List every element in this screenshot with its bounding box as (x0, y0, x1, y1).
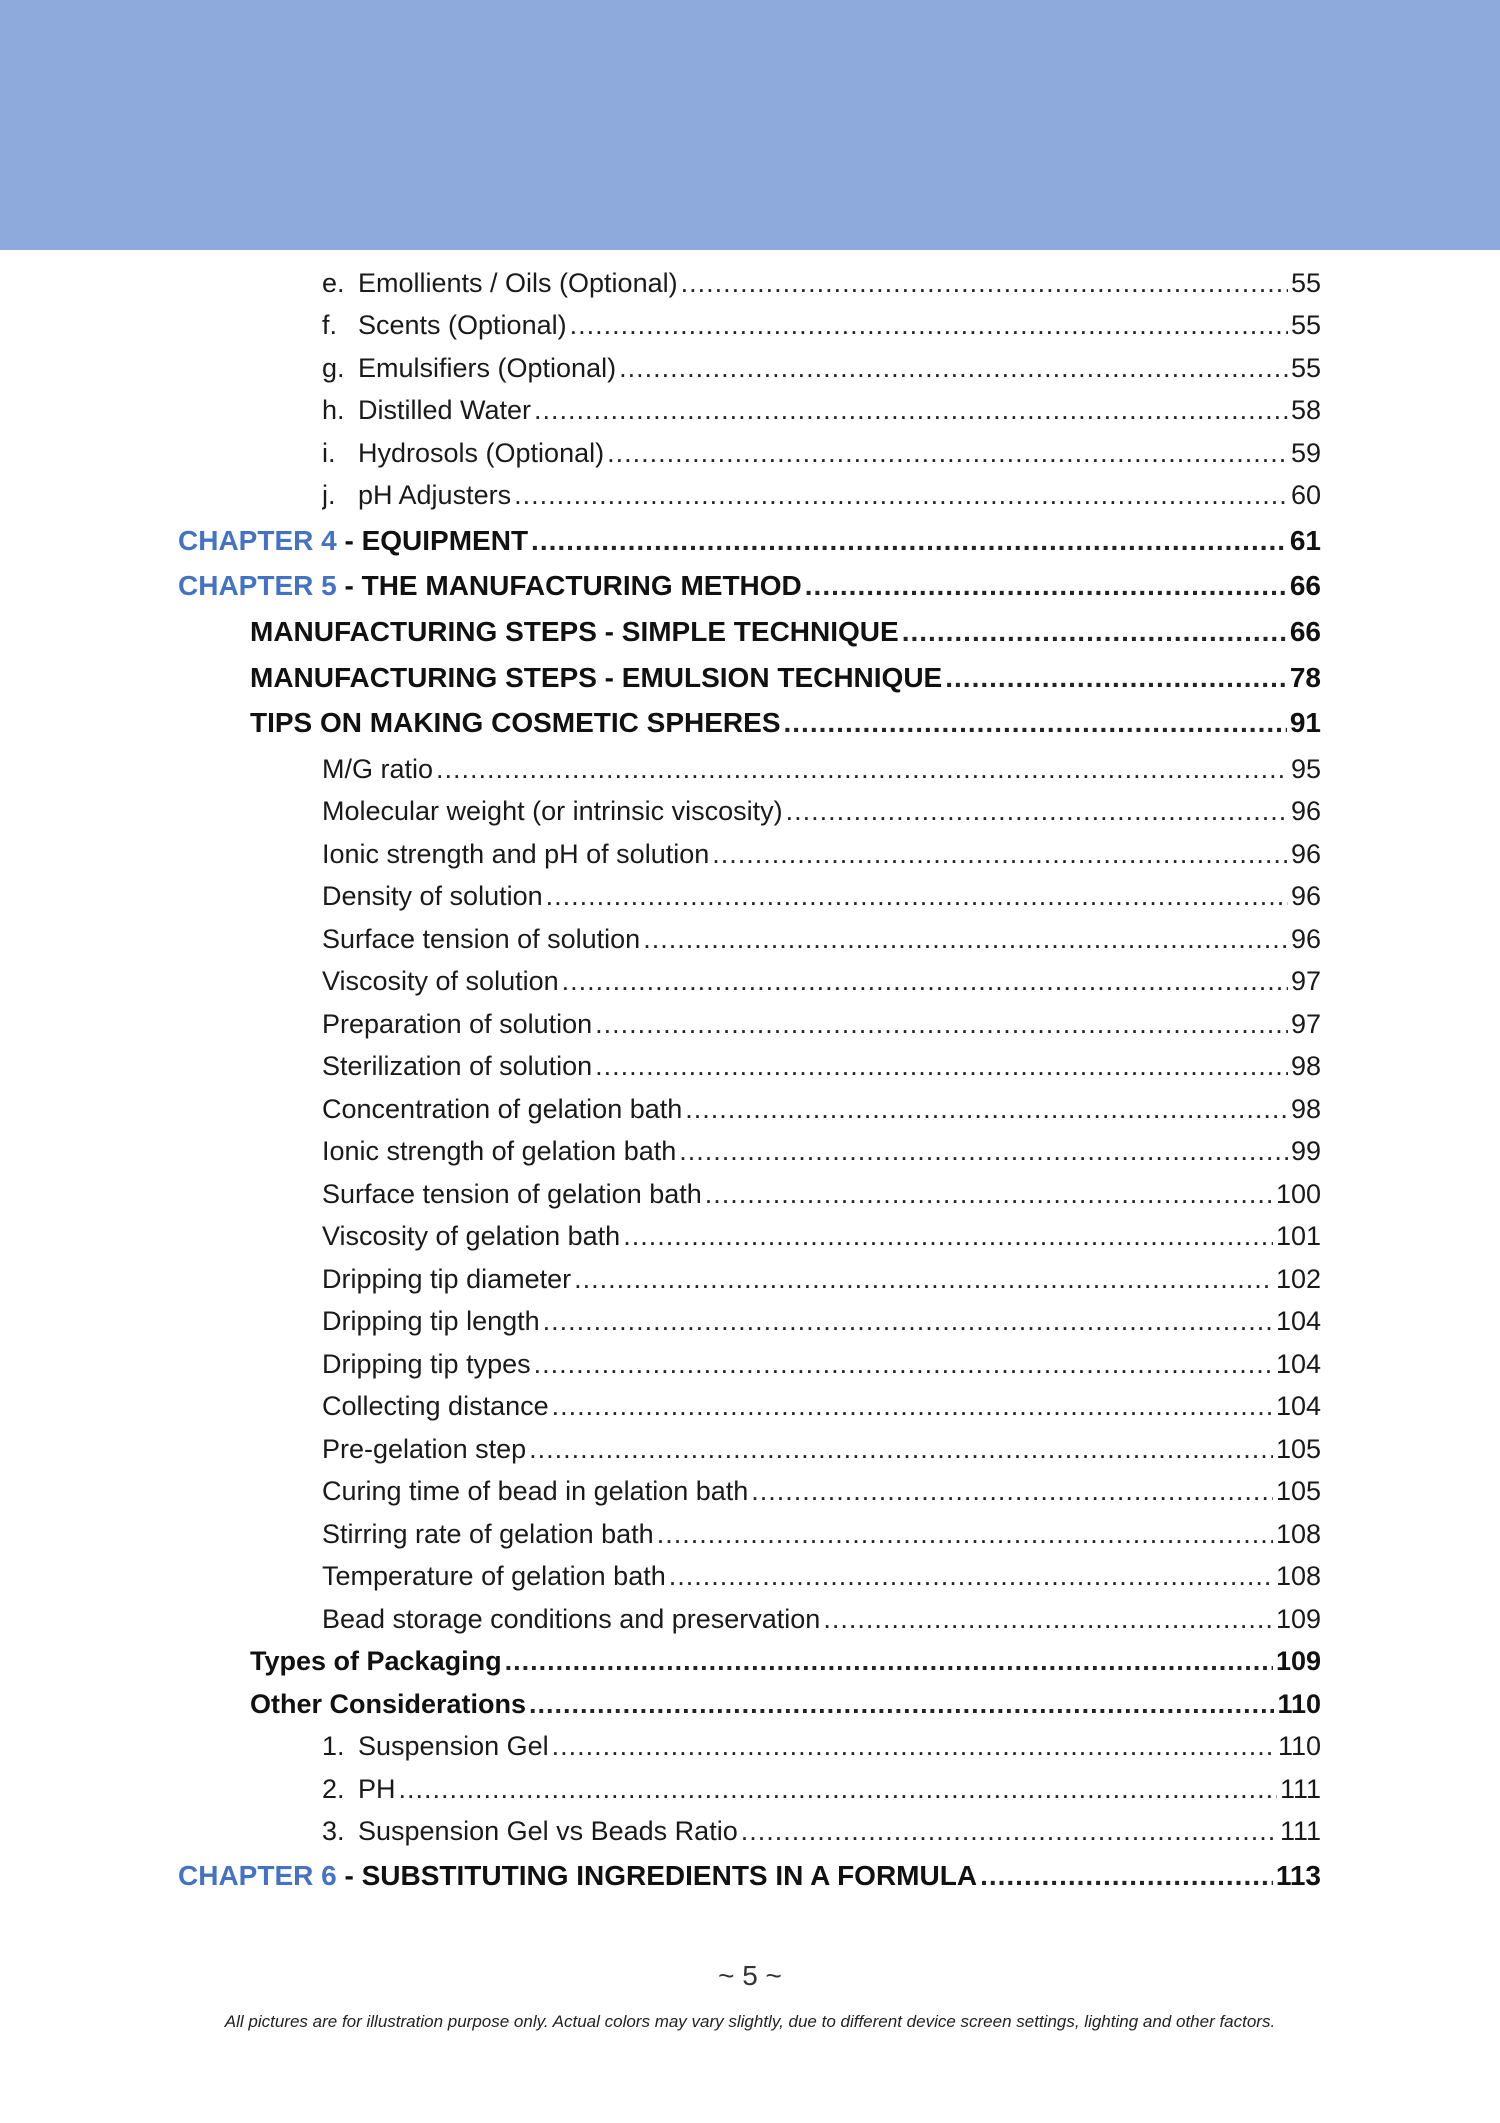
toc-entry-tip[interactable] (322, 839, 1321, 870)
dot-leader (595, 1009, 1288, 1040)
dot-leader (805, 570, 1287, 602)
toc-marker: 3. (322, 1816, 345, 1846)
toc-page-number: 98 (1290, 1051, 1321, 1081)
dot-leader (945, 662, 1287, 694)
dot-leader (902, 616, 1287, 648)
toc-marker: 1. (322, 1731, 345, 1761)
toc-page-number: 91 (1289, 707, 1321, 738)
dot-leader (980, 1860, 1273, 1892)
toc-label: Ionic strength of gelation bath (322, 1136, 677, 1166)
toc-page-number: 59 (1290, 438, 1321, 468)
toc-label: Scents (Optional) (358, 310, 567, 340)
toc-label: Molecular weight (or intrinsic viscosity) (322, 796, 783, 826)
toc-page-number: 104 (1275, 1349, 1321, 1379)
toc-label: Temperature of gelation bath (322, 1561, 666, 1591)
toc-page-number: 99 (1290, 1136, 1321, 1166)
toc-entry-chapter-4[interactable] (178, 525, 1321, 557)
toc-label: Density of solution (322, 881, 543, 911)
dot-leader (570, 310, 1288, 341)
toc-label: Surface tension of gelation bath (322, 1179, 702, 1209)
toc-entry-tip[interactable] (322, 1136, 1321, 1167)
toc-entry-tip[interactable] (322, 754, 1321, 785)
toc-label: PH (358, 1774, 396, 1804)
toc-label: Pre-gelation step (322, 1434, 527, 1464)
dot-leader (681, 268, 1288, 299)
dot-leader (669, 1561, 1273, 1592)
toc-label: Dripping tip diameter (322, 1264, 572, 1294)
toc-marker: f. (322, 310, 338, 340)
dot-leader (685, 1094, 1288, 1125)
toc-entry-simple-technique[interactable] (250, 616, 1321, 648)
toc-page-number: 55 (1290, 268, 1321, 298)
toc-page-number: 102 (1275, 1264, 1321, 1294)
dot-leader (546, 881, 1288, 912)
toc-page-number: 105 (1275, 1434, 1321, 1464)
toc-entry-ph-adjusters[interactable] (322, 480, 1321, 511)
toc-entry-tip[interactable] (322, 881, 1321, 912)
toc-page-number: 96 (1290, 881, 1321, 911)
dot-leader (657, 1519, 1273, 1550)
toc-page-number: 110 (1277, 1689, 1321, 1719)
toc-page-number: 101 (1275, 1221, 1321, 1251)
toc-entry-tip[interactable] (322, 1349, 1321, 1380)
dot-leader (562, 966, 1288, 997)
toc-page-number: 108 (1275, 1519, 1321, 1549)
chapter-title: - EQUIPMENT (336, 525, 529, 556)
header-band (0, 0, 1500, 250)
toc-page-number: 104 (1275, 1306, 1321, 1336)
toc-entry-hydrosols[interactable] (322, 438, 1321, 469)
dot-leader (643, 924, 1288, 955)
toc-label: TIPS ON MAKING COSMETIC SPHERES (250, 707, 781, 738)
toc-page-number: 113 (1275, 1860, 1321, 1891)
toc-page-number: 111 (1279, 1774, 1321, 1804)
toc-entry-tip[interactable] (322, 924, 1321, 955)
toc-entry-chapter-5[interactable] (178, 570, 1321, 602)
toc-label: Collecting distance (322, 1391, 549, 1421)
toc-page-number: 96 (1290, 796, 1321, 826)
toc-marker: g. (322, 353, 345, 383)
chapter-title: - THE MANUFACTURING METHOD (336, 570, 802, 601)
toc-page-number: 111 (1279, 1816, 1321, 1846)
toc-page-number: 60 (1290, 480, 1321, 510)
toc-entry-tips-cosmetic-spheres[interactable] (250, 707, 1321, 739)
dot-leader (574, 1264, 1273, 1295)
toc-page-number: 105 (1275, 1476, 1321, 1506)
chapter-number: CHAPTER 6 (178, 1860, 337, 1891)
toc-entry-tip[interactable] (322, 1476, 1321, 1507)
dot-leader (823, 1604, 1273, 1635)
dot-leader (529, 1434, 1273, 1465)
chapter-number: CHAPTER 4 (178, 525, 337, 556)
toc-entry-tip[interactable] (322, 1264, 1321, 1295)
dot-leader (552, 1391, 1273, 1422)
dot-leader (712, 839, 1288, 870)
toc-label: Dripping tip length (322, 1306, 540, 1336)
dot-leader (741, 1816, 1277, 1847)
toc-label: Emollients / Oils (Optional) (358, 268, 678, 298)
dot-leader (436, 754, 1288, 785)
dot-leader (607, 438, 1288, 469)
toc-page-number: 98 (1290, 1094, 1321, 1124)
toc-label: M/G ratio (322, 754, 434, 784)
toc-entry-tip[interactable] (322, 1179, 1321, 1210)
dot-leader (786, 796, 1288, 827)
toc-entry-scents[interactable] (322, 310, 1321, 341)
toc-page-number: 96 (1290, 839, 1321, 869)
toc-page-number: 97 (1290, 1009, 1321, 1039)
toc-label: Suspension Gel (358, 1731, 549, 1761)
toc-page-number: 110 (1277, 1731, 1321, 1761)
toc-page-number: 97 (1290, 966, 1321, 996)
dot-leader (623, 1221, 1273, 1252)
toc-page-number: 61 (1289, 525, 1321, 556)
toc-entry-tip[interactable] (322, 796, 1321, 827)
toc-marker: i. (322, 438, 336, 468)
chapter-title: - SUBSTITUTING INGREDIENTS IN A FORMULA (336, 1860, 978, 1891)
toc-label: Curing time of bead in gelation bath (322, 1476, 749, 1506)
toc-marker: h. (322, 395, 345, 425)
toc-marker: j. (322, 480, 336, 510)
dot-leader (679, 1136, 1288, 1167)
dot-leader (529, 1689, 1274, 1720)
toc-entry-gel-vs-beads[interactable] (322, 1816, 1321, 1847)
toc-marker: 2. (322, 1774, 345, 1804)
dot-leader (514, 480, 1288, 511)
dot-leader (705, 1179, 1273, 1210)
toc-label: Bead storage conditions and preservation (322, 1604, 821, 1634)
toc-label: Types of Packaging (250, 1646, 502, 1676)
disclaimer-note: All pictures are for illustration purpose only. Actual colors may vary slightly, due to different device screen settings, lighting and other factors. (224, 2012, 1276, 2031)
toc-entry-emollients[interactable] (322, 268, 1321, 299)
toc-entry-chapter-6[interactable] (178, 1860, 1321, 1892)
toc-label: MANUFACTURING STEPS - EMULSION TECHNIQUE (250, 662, 943, 693)
toc-label: Sterilization of solution (322, 1051, 593, 1081)
toc-label: Hydrosols (Optional) (358, 438, 605, 468)
toc-entry-tip[interactable] (322, 1306, 1321, 1337)
dot-leader (534, 395, 1288, 426)
toc-entry-tip[interactable] (322, 1519, 1321, 1550)
toc-label: Suspension Gel vs Beads Ratio (358, 1816, 738, 1846)
toc-label: Surface tension of solution (322, 924, 641, 954)
toc-page-number: 95 (1290, 754, 1321, 784)
toc-page-number: 66 (1289, 570, 1321, 601)
toc-label: Stirring rate of gelation bath (322, 1519, 654, 1549)
toc-entry-tip[interactable] (322, 1391, 1321, 1422)
toc-label: Other Considerations (250, 1689, 527, 1719)
toc-entry-types-of-packaging[interactable] (250, 1646, 1321, 1677)
dot-leader (784, 707, 1287, 739)
toc-entry-tip[interactable] (322, 1051, 1321, 1082)
toc-label: Preparation of solution (322, 1009, 593, 1039)
dot-leader (505, 1646, 1273, 1677)
toc-entry-emulsion-technique[interactable] (250, 662, 1321, 694)
toc-page-number: 78 (1289, 662, 1321, 693)
toc-page-number: 55 (1290, 310, 1321, 340)
page-number: ~ 5 ~ (718, 1960, 782, 1991)
toc-label: pH Adjusters (358, 480, 512, 510)
toc-page-number: 96 (1290, 924, 1321, 954)
toc-label: Ionic strength and pH of solution (322, 839, 710, 869)
toc-entry-tip[interactable] (322, 1009, 1321, 1040)
chapter-number: CHAPTER 5 (178, 570, 337, 601)
toc-label: Emulsifiers (Optional) (358, 353, 617, 383)
toc-label: Distilled Water (358, 395, 532, 425)
toc-entry-tip[interactable] (322, 1561, 1321, 1592)
toc-label: Concentration of gelation bath (322, 1094, 683, 1124)
toc-page-number: 108 (1275, 1561, 1321, 1591)
dot-leader (552, 1731, 1275, 1762)
toc-label: MANUFACTURING STEPS - SIMPLE TECHNIQUE (250, 616, 899, 647)
toc-entry-tip[interactable] (322, 966, 1321, 997)
toc-label: Viscosity of gelation bath (322, 1221, 621, 1251)
toc-page-number: 100 (1275, 1179, 1321, 1209)
dot-leader (399, 1774, 1277, 1805)
dot-leader (531, 525, 1287, 557)
toc-page-number: 109 (1275, 1646, 1321, 1676)
toc-page-number: 66 (1289, 616, 1321, 647)
toc-page-number: 104 (1275, 1391, 1321, 1421)
toc-entry-tip[interactable] (322, 1434, 1321, 1465)
toc-entry-suspension-gel[interactable] (322, 1731, 1321, 1762)
dot-leader (619, 353, 1288, 384)
toc-entry-tip[interactable] (322, 1221, 1321, 1252)
toc-label: Dripping tip types (322, 1349, 531, 1379)
toc-label: Viscosity of solution (322, 966, 559, 996)
toc-entry-ph[interactable] (322, 1774, 1321, 1805)
toc-marker: e. (322, 268, 345, 298)
toc-entry-distilled-water[interactable] (322, 395, 1321, 426)
dot-leader (543, 1306, 1273, 1337)
toc-entry-tip[interactable] (322, 1604, 1321, 1635)
dot-leader (595, 1051, 1288, 1082)
toc-page-number: 55 (1290, 353, 1321, 383)
toc-entry-emulsifiers[interactable] (322, 353, 1321, 384)
toc-entry-other-considerations[interactable] (250, 1689, 1321, 1720)
dot-leader (534, 1349, 1273, 1380)
toc-entry-tip[interactable] (322, 1094, 1321, 1125)
toc-page-number: 58 (1290, 395, 1321, 425)
toc-page-number: 109 (1275, 1604, 1321, 1634)
dot-leader (751, 1476, 1273, 1507)
